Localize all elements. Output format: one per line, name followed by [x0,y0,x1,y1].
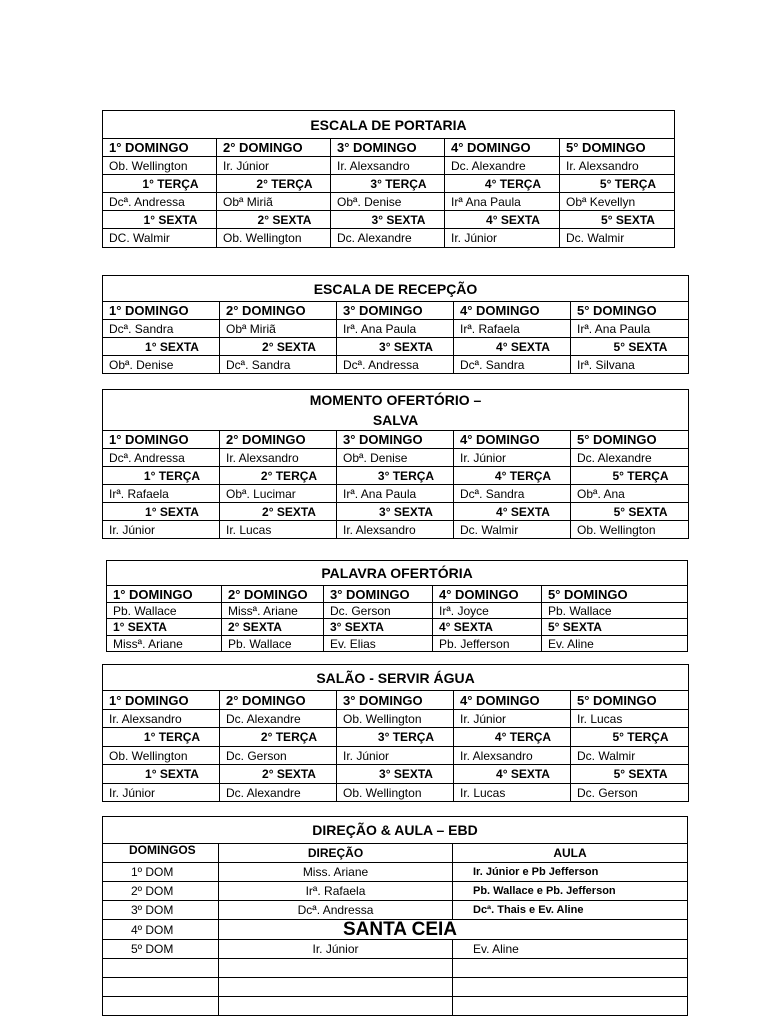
name-cell: Dc. Gerson [324,603,433,619]
day-label-cell: 3° DOMINGO [324,586,433,603]
name-cell: Ob. Wellington [103,747,220,765]
day-label-cell: 1° TERÇA [103,467,220,485]
name-cell: Dcª. Andressa [103,193,217,211]
names-row [107,603,688,619]
day-label-cell: 2° TERÇA [217,175,331,193]
day-label-cell: 3° DOMINGO [337,431,454,449]
names-row [103,229,675,248]
name-cell: Dcª. Sandra [103,320,220,338]
day-label-cell: 4° SEXTA [454,765,571,784]
header-row [103,431,689,449]
ebd-empty-cell [219,997,453,1016]
name-cell: Obª. Denise [103,356,220,374]
day-label-cell: 1° TERÇA [103,728,220,747]
day-label-cell: 2° TERÇA [220,467,337,485]
day-label-cell: 1° SEXTA [103,503,220,521]
day-label-cell: 3° TERÇA [337,728,454,747]
name-cell: Dcª. Sandra [454,356,571,374]
day-label-cell: 3° SEXTA [331,211,445,229]
recepcao-title: ESCALA DE RECEPÇÃO [103,276,689,302]
ebd-empty-cell [453,997,688,1016]
ebd-header-domingos: DOMINGOS [103,844,219,863]
name-cell: Irª. Ana Paula [571,320,689,338]
ofertorio-title-line2: SALVA [372,412,419,428]
day-label-cell: 5° DOMINGO [571,691,689,710]
salao-title: SALÃO - SERVIR ÁGUA [103,665,689,691]
day-label-cell: 3° SEXTA [337,765,454,784]
name-cell: Ob. Wellington [337,710,454,728]
header-row [107,586,688,603]
ebd-empty-cell [103,959,219,978]
day-label-cell: 2° SEXTA [220,503,337,521]
day-label-cell: 5° SEXTA [560,211,675,229]
ebd-dom-3: 3º DOM [103,901,219,920]
names-row [103,747,689,765]
ebd-empty-cell [103,997,219,1016]
ebd-aula-1: Ir. Júnior e Pb Jefferson [453,863,688,882]
day-label-cell: 5° DOMINGO [560,139,675,157]
names-row [107,636,688,652]
day-label-cell: 4° TERÇA [445,175,560,193]
day-label-cell: 5° DOMINGO [571,302,689,320]
day-label-cell: 2° DOMINGO [220,691,337,710]
name-cell: Dc. Walmir [454,521,571,539]
name-cell: Dc. Alexandre [220,710,337,728]
day-label-cell: 3° TERÇA [337,467,454,485]
ebd-direcao-2: Irª. Rafaela [219,882,453,901]
name-cell: Ev. Aline [542,636,688,652]
name-cell: Obª. Denise [337,449,454,467]
ebd-empty-cell [219,978,453,997]
name-cell: Pb. Wallace [107,603,222,619]
day-label-cell: 1° DOMINGO [103,139,217,157]
name-cell: Dc. Walmir [571,747,689,765]
name-cell: Ob. Wellington [217,229,331,248]
ebd-empty-cell [219,959,453,978]
name-cell: Ir. Alexsandro [220,449,337,467]
name-cell: Dc. Gerson [220,747,337,765]
ebd-empty-cell [453,959,688,978]
ebd-aula-2: Pb. Wallace e Pb. Jefferson [453,882,688,901]
day-label-cell: 4° DOMINGO [445,139,560,157]
name-cell: Irª. Joyce [433,603,542,619]
name-cell: Obª. Ana [571,485,689,503]
ebd-dom-1: 1º DOM [103,863,219,882]
day-label-cell: 2° DOMINGO [220,431,337,449]
day-label-cell: 2° SEXTA [220,765,337,784]
name-cell: Missª. Ariane [107,636,222,652]
day-header-row [103,175,675,193]
day-label-cell: 2° SEXTA [217,211,331,229]
ebd-empty-cell [453,978,688,997]
ebd-dom-2: 2º DOM [103,882,219,901]
day-header-row [103,503,689,521]
day-label-cell: 3° DOMINGO [337,691,454,710]
day-label-cell: 5° TERÇA [571,728,689,747]
day-label-cell: 4° SEXTA [433,619,542,636]
name-cell: Ir. Júnior [445,229,560,248]
day-label-cell: 4° DOMINGO [454,431,571,449]
day-label-cell: 2° DOMINGO [222,586,324,603]
name-cell: Irª. Rafaela [454,320,571,338]
ebd-direcao-1: Miss. Ariane [219,863,453,882]
day-label-cell: 3° DOMINGO [331,139,445,157]
name-cell: Obª Miriã [217,193,331,211]
name-cell: Obª. Denise [331,193,445,211]
day-label-cell: 5° TERÇA [560,175,675,193]
name-cell: Dc. Alexandre [331,229,445,248]
name-cell: Pb. Wallace [542,603,688,619]
day-label-cell: 5° SEXTA [571,338,689,356]
name-cell: Ir. Alexsandro [103,710,220,728]
day-label-cell: 1° DOMINGO [103,691,220,710]
name-cell: Dc. Walmir [560,229,675,248]
day-label-cell: 3° SEXTA [324,619,433,636]
name-cell: Irª. Ana Paula [337,320,454,338]
name-cell: Irª Ana Paula [445,193,560,211]
ofertorio-title-line1: MOMENTO OFERTÓRIO – [309,392,482,408]
day-header-row [103,728,689,747]
day-header-row [103,765,689,784]
day-label-cell: 5° DOMINGO [542,586,688,603]
day-label-cell: 2° TERÇA [220,728,337,747]
day-label-cell: 4° TERÇA [454,467,571,485]
day-label-cell: 2° SEXTA [222,619,324,636]
recepcao-table [102,275,689,374]
ebd-table [102,816,688,1016]
ofertorio-table [102,389,689,539]
name-cell: DC. Walmir [103,229,217,248]
day-label-cell: 1° SEXTA [107,619,222,636]
ebd-dom-4: 4º DOM [103,920,219,940]
day-header-row [103,467,689,485]
day-label-cell: 5° DOMINGO [571,431,689,449]
name-cell: Dcª. Andressa [337,356,454,374]
day-label-cell: 5° SEXTA [542,619,688,636]
day-label-cell: 5° SEXTA [571,503,689,521]
name-cell: Ir. Alexsandro [331,157,445,175]
ebd-header-direcao: DIREÇÃO [219,844,453,863]
name-cell: Dcª. Andressa [103,449,220,467]
names-row [103,193,675,211]
name-cell: Ob. Wellington [571,521,689,539]
name-cell: Ir. Lucas [571,710,689,728]
name-cell: Dc. Alexandre [445,157,560,175]
names-row [103,485,689,503]
names-row [103,356,689,374]
name-cell: Irª. Rafaela [103,485,220,503]
name-cell: Ir. Alexsandro [337,521,454,539]
day-label-cell: 2° DOMINGO [217,139,331,157]
ebd-empty-cell [103,978,219,997]
name-cell: Irª. Silvana [571,356,689,374]
name-cell: Dcª. Sandra [454,485,571,503]
name-cell: Pb. Wallace [222,636,324,652]
day-label-cell: 1° TERÇA [103,175,217,193]
day-label-cell: 4° SEXTA [445,211,560,229]
name-cell: Ir. Lucas [454,784,571,802]
portaria-title: ESCALA DE PORTARIA [103,111,675,139]
name-cell: Ob. Wellington [103,157,217,175]
day-label-cell: 4° DOMINGO [433,586,542,603]
names-row [103,784,689,802]
day-label-cell: 4° TERÇA [454,728,571,747]
day-label-cell: 4° SEXTA [454,338,571,356]
ebd-santa-ceia: SANTA CEIA [219,920,688,940]
name-cell: Obª Kevellyn [560,193,675,211]
name-cell: Ob. Wellington [337,784,454,802]
day-label-cell: 5° SEXTA [571,765,689,784]
palavra-table [106,560,688,652]
names-row [103,710,689,728]
day-header-row [103,338,689,356]
name-cell: Ir. Alexsandro [454,747,571,765]
day-label-cell: 2° DOMINGO [220,302,337,320]
ebd-dom-5: 5º DOM [103,940,219,959]
day-label-cell: 1° SEXTA [103,765,220,784]
day-label-cell: 1° DOMINGO [107,586,222,603]
day-label-cell: 3° SEXTA [337,503,454,521]
portaria-table [102,110,675,248]
day-label-cell: 4° DOMINGO [454,302,571,320]
header-row [103,302,689,320]
day-label-cell: 5° TERÇA [571,467,689,485]
ebd-direcao-3: Dcª. Andressa [219,901,453,920]
day-label-cell: 1° SEXTA [103,338,220,356]
name-cell: Obª. Lucimar [220,485,337,503]
ebd-direcao-5: Ir. Júnior [219,940,453,959]
day-label-cell: 3° SEXTA [337,338,454,356]
name-cell: Dc. Alexandre [220,784,337,802]
name-cell: Dcª. Sandra [220,356,337,374]
name-cell: Pb. Jefferson [433,636,542,652]
names-row [103,157,675,175]
palavra-title: PALAVRA OFERTÓRIA [107,561,688,586]
day-header-row [103,211,675,229]
name-cell: Dc. Alexandre [571,449,689,467]
day-label-cell: 3° DOMINGO [337,302,454,320]
name-cell: Dc. Gerson [571,784,689,802]
ebd-aula-3: Dcª. Thais e Ev. Aline [453,901,688,920]
day-label-cell: 2° SEXTA [220,338,337,356]
name-cell: Ir. Júnior [337,747,454,765]
salao-table [102,664,689,802]
names-row [103,320,689,338]
day-label-cell: 3° TERÇA [331,175,445,193]
name-cell: Ir. Lucas [220,521,337,539]
ebd-title: DIREÇÃO & AULA – EBD [103,817,688,844]
name-cell: Ir. Júnior [217,157,331,175]
day-label-cell: 1° SEXTA [103,211,217,229]
day-label-cell: 4° SEXTA [454,503,571,521]
name-cell: Ir. Júnior [103,784,220,802]
name-cell: Ir. Alexsandro [560,157,675,175]
names-row [103,521,689,539]
name-cell: Missª. Ariane [222,603,324,619]
day-label-cell: 1° DOMINGO [103,431,220,449]
name-cell: Ir. Júnior [454,710,571,728]
name-cell: Ir. Júnior [103,521,220,539]
name-cell: Obª Miriã [220,320,337,338]
names-row [103,449,689,467]
header-row [103,139,675,157]
ebd-aula-5: Ev. Aline [453,940,688,959]
day-label-cell: 1° DOMINGO [103,302,220,320]
name-cell: Ev. Elias [324,636,433,652]
header-row [103,691,689,710]
name-cell: Irª. Ana Paula [337,485,454,503]
ofertorio-title [103,390,689,431]
day-label-cell: 4° DOMINGO [454,691,571,710]
ebd-header-aula: AULA [453,844,688,863]
name-cell: Ir. Júnior [454,449,571,467]
day-header-row [107,619,688,636]
